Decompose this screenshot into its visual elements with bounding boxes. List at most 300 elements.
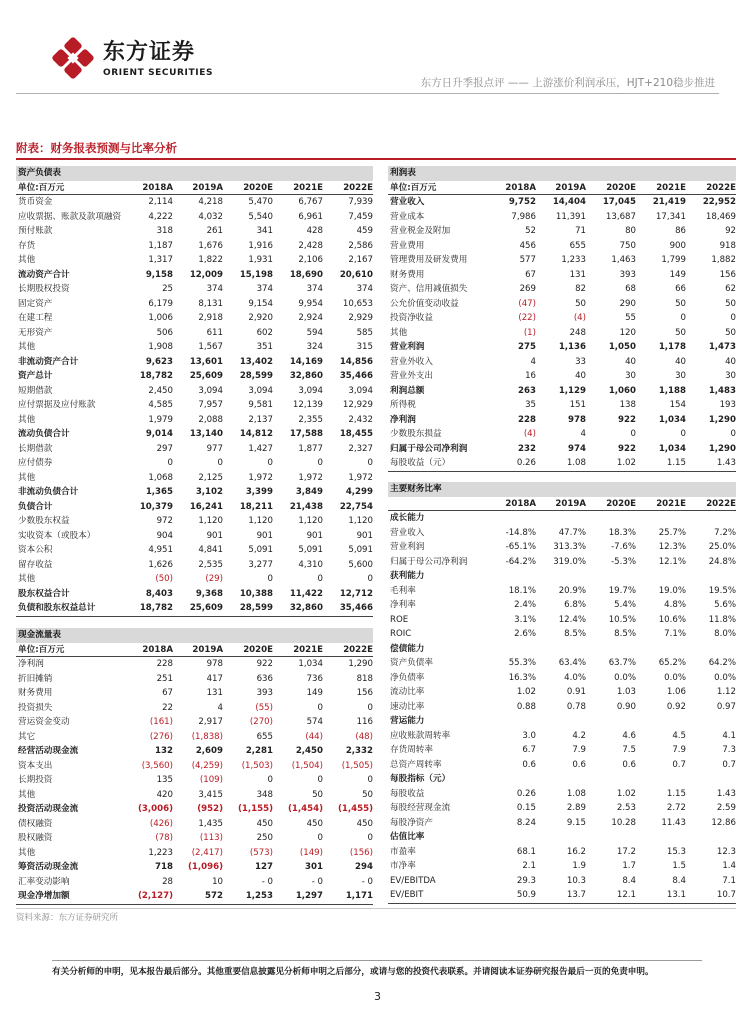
row-value: 50 [725, 298, 736, 309]
table-row [388, 340, 736, 355]
table-row [16, 384, 373, 399]
row-label: ROE [390, 614, 409, 625]
table-row [16, 529, 373, 544]
row-value: 18,469 [705, 211, 736, 222]
row-value: 228 [518, 414, 536, 425]
row-value: 1,006 [148, 313, 173, 323]
row-value: 1.12 [716, 687, 736, 697]
row-value: 0 [630, 429, 636, 439]
row-value: 972 [156, 516, 173, 526]
row-value: 1,034 [658, 414, 686, 425]
row-label: 股权融资 [18, 833, 53, 843]
row-value: 1,463 [611, 255, 636, 265]
row-label: 存货周转率 [390, 745, 433, 755]
row-label: 实收资本（或股本） [18, 530, 96, 541]
row-value: 193 [719, 400, 736, 410]
row-label: 其他 [18, 789, 36, 800]
row-value: 10,379 [139, 501, 173, 512]
row-value: 12,139 [292, 400, 323, 410]
row-value: 1.43 [716, 458, 736, 468]
row-value: 420 [156, 789, 173, 800]
row-value: 0 [267, 458, 273, 468]
table-header-row [388, 181, 736, 196]
table-row [16, 860, 373, 875]
orient-securities-logo-icon [52, 37, 94, 79]
row-value: 602 [256, 327, 273, 338]
row-value [686, 772, 736, 787]
table-row [16, 601, 373, 616]
row-value: 0.6 [622, 759, 636, 770]
row-value: (4,259) [191, 760, 223, 771]
row-value: (1,505) [341, 760, 373, 771]
row-value: 0 [317, 574, 323, 584]
row-value: 1,034 [298, 659, 323, 669]
row-value: 4.8% [664, 600, 686, 610]
row-value: (44) [305, 731, 323, 742]
row-value: 18,782 [139, 371, 173, 381]
row-value: 86 [675, 226, 686, 236]
row-value: 28 [162, 876, 173, 887]
year-header: 2021E [656, 498, 686, 509]
row-value: 506 [156, 327, 173, 338]
row-value: 33 [575, 356, 586, 367]
row-value: 156 [719, 269, 736, 280]
row-value: 1,120 [248, 516, 273, 526]
row-value: 9.15 [566, 817, 586, 828]
row-value: 718 [155, 862, 173, 872]
year-header: 2021E [293, 182, 323, 193]
row-value: 135 [156, 775, 173, 785]
table-row [16, 326, 373, 341]
row-value: (1,504) [291, 760, 323, 771]
row-value: 2.53 [616, 803, 636, 813]
row-value: (2,127) [137, 891, 173, 901]
row-value: 1.7 [622, 861, 636, 871]
row-value: 6,767 [298, 197, 323, 207]
table-bottom-rule [16, 904, 373, 905]
row-value: (1,454) [287, 804, 323, 814]
table-row [16, 831, 373, 846]
row-value: 8,403 [145, 588, 173, 599]
row-value: 1.43 [716, 788, 736, 799]
source-divider [16, 908, 736, 909]
row-value: 585 [356, 327, 373, 338]
row-value: (50) [155, 574, 173, 584]
row-value: 0 [317, 702, 323, 713]
row-value: 30 [675, 371, 686, 381]
row-value: 3,102 [195, 487, 223, 497]
row-value: 21,419 [652, 197, 686, 207]
row-value [536, 830, 586, 845]
year-header: 2019A [555, 498, 586, 509]
row-value: 13.1 [666, 890, 686, 900]
year-header: 2021E [293, 644, 323, 655]
row-value: 8.0% [714, 629, 736, 639]
row-value: 0 [167, 458, 173, 468]
row-value: 1,916 [248, 240, 273, 251]
row-value [686, 569, 736, 584]
row-label: 经营活动现金流 [18, 746, 79, 756]
row-value: 450 [256, 818, 273, 829]
row-label: 非流动资产合计 [18, 356, 79, 367]
table-row [388, 584, 736, 599]
row-value: 2.6% [514, 629, 536, 639]
row-value: 7.9 [572, 745, 586, 755]
year-header: 2018A [505, 498, 536, 509]
table-row [388, 398, 736, 413]
row-value: 13,687 [605, 211, 636, 222]
row-value: 263 [518, 385, 536, 396]
row-value [586, 569, 636, 584]
table-bottom-rule [16, 616, 373, 617]
row-value [486, 569, 536, 584]
row-value: 1,483 [708, 385, 736, 396]
row-value: 1,188 [658, 385, 686, 396]
row-value: 0.90 [616, 701, 636, 712]
row-value: 7,939 [348, 197, 373, 207]
row-value: (1,455) [337, 804, 373, 814]
row-value: 297 [156, 443, 173, 454]
row-value: (4) [573, 313, 586, 323]
row-value: (426) [149, 818, 173, 829]
table-bottom-rule [388, 471, 736, 472]
row-label: 股东权益合计 [18, 588, 70, 599]
row-value: 2.1 [522, 861, 536, 871]
row-label: 资产总计 [18, 371, 53, 381]
row-label: 其他 [18, 574, 36, 584]
row-value: 68.1 [516, 846, 536, 857]
row-value: 6.7 [522, 745, 536, 755]
row-value: 594 [306, 327, 323, 338]
row-value: (161) [149, 717, 173, 727]
table-row [16, 744, 373, 759]
row-value: 315 [356, 342, 373, 352]
row-value: 132 [155, 746, 173, 756]
row-value: 32,860 [289, 371, 323, 381]
row-value: 0.6 [522, 759, 536, 770]
row-value: 17,045 [602, 197, 636, 207]
row-value: 12.1% [658, 556, 686, 567]
table-row [16, 715, 373, 730]
row-value: 2,106 [298, 255, 323, 265]
table-row [16, 413, 373, 428]
row-value: 1,626 [148, 559, 173, 570]
year-header: 2022E [706, 498, 736, 509]
table-row [388, 311, 736, 326]
row-value: 25.0% [708, 542, 736, 552]
row-value: 18.3% [608, 527, 636, 538]
row-value: 2,609 [195, 746, 223, 756]
row-value: 6.8% [564, 600, 586, 610]
table-row [16, 657, 373, 672]
row-value: 14,169 [289, 356, 323, 367]
row-value: 1,129 [558, 385, 586, 396]
table-row [388, 743, 736, 758]
row-label: 筹资活动现金流 [18, 862, 79, 872]
row-value: 275 [518, 342, 536, 352]
row-value: 1.4 [722, 861, 736, 871]
row-value: 341 [256, 226, 273, 236]
row-value: 55.3% [508, 658, 536, 668]
row-value: 2,918 [198, 313, 223, 323]
row-label: 折旧摊销 [18, 673, 53, 684]
row-label: 净利润 [390, 414, 416, 425]
row-value: 25.7% [658, 527, 686, 538]
row-value [536, 642, 586, 657]
row-value: 0 [367, 833, 373, 843]
row-value: 55 [625, 313, 636, 323]
row-value: 32,860 [289, 603, 323, 613]
table-row [16, 239, 373, 254]
row-label: 固定资产 [18, 298, 53, 309]
year-header: 2020E [606, 498, 636, 509]
row-value: 18,455 [339, 429, 373, 439]
row-value: 2.59 [716, 803, 736, 813]
row-value: 2,535 [198, 559, 223, 570]
row-value: 0 [367, 458, 373, 468]
row-value: 4,218 [198, 197, 223, 207]
row-value: 82 [575, 284, 586, 294]
row-value: (55) [255, 702, 273, 713]
table-row [16, 686, 373, 701]
row-value: 611 [206, 327, 223, 338]
table-row [388, 816, 736, 831]
row-label: 净负债率 [390, 672, 425, 683]
row-value: 50 [575, 298, 586, 309]
row-value: 2,114 [148, 197, 173, 207]
row-value: 904 [156, 530, 173, 541]
row-value: 974 [568, 443, 586, 454]
year-header: 2019A [192, 644, 223, 655]
footer-divider [52, 960, 702, 961]
row-value: 120 [619, 327, 636, 338]
row-value: 22 [162, 702, 173, 713]
header-divider [16, 93, 719, 94]
row-value: 324 [306, 342, 323, 352]
row-value [486, 511, 536, 526]
row-value: 5,540 [248, 211, 273, 222]
row-value: 736 [306, 673, 323, 684]
row-label: 营业收入 [390, 197, 425, 207]
table-row [388, 671, 736, 686]
row-value: 428 [306, 226, 323, 236]
row-value: 25 [162, 284, 173, 294]
year-header: 2022E [706, 182, 736, 193]
row-value: - 0 [261, 876, 273, 887]
row-value: 52 [525, 226, 536, 236]
row-value [586, 830, 636, 845]
table-row [388, 642, 736, 657]
row-label: 现金净增加额 [18, 891, 70, 901]
row-value [686, 511, 736, 526]
row-value: 4.5 [672, 730, 686, 741]
row-value: 374 [206, 284, 223, 294]
row-label: 市盈率 [390, 846, 416, 857]
row-value: 2,450 [148, 385, 173, 396]
table-row [388, 859, 736, 874]
row-label: 在建工程 [18, 313, 53, 323]
row-label: 营业利润 [390, 342, 425, 352]
row-value: 3,094 [198, 385, 223, 396]
row-value: 131 [569, 269, 586, 280]
row-value: 0.6 [572, 759, 586, 770]
row-value: 16.3% [508, 672, 536, 683]
row-value: 138 [619, 400, 636, 410]
row-label: 每股收益 [390, 788, 425, 799]
row-value: 9,158 [145, 269, 173, 280]
row-value: 22,754 [339, 501, 373, 512]
year-header: 2018A [142, 644, 173, 655]
row-value: 4 [580, 429, 586, 439]
table-header-row [388, 497, 736, 512]
row-value: 9,581 [248, 400, 273, 410]
row-value: 9,623 [145, 356, 173, 367]
row-value: 5.4% [614, 600, 636, 610]
table-row [16, 558, 373, 573]
row-value: 0.7 [672, 759, 686, 770]
row-value: -14.8% [505, 527, 536, 538]
row-value: 0 [267, 775, 273, 785]
row-value: 1,060 [608, 385, 636, 396]
year-header: 2022E [343, 182, 373, 193]
row-value: 15.3 [666, 846, 686, 857]
row-value: 1,567 [198, 342, 223, 352]
row-value: 0.88 [516, 701, 536, 712]
table-row [388, 874, 736, 889]
table-row [388, 772, 736, 787]
row-value: (276) [149, 731, 173, 742]
row-value: (1,155) [237, 804, 273, 814]
row-label: 所得税 [390, 400, 416, 410]
table-row [388, 224, 736, 239]
row-value: 4,841 [198, 545, 223, 555]
row-value [636, 569, 686, 584]
row-label: 营业费用 [390, 240, 425, 251]
row-label: 应付债券 [18, 458, 53, 468]
row-value: 19.5% [708, 585, 736, 596]
table-row [388, 830, 736, 845]
row-value: 16,241 [189, 501, 223, 512]
row-value: 13,140 [189, 429, 223, 439]
row-value: 1,290 [708, 443, 736, 454]
row-label: 营业外收入 [390, 356, 433, 367]
row-label: 货币资金 [18, 197, 53, 207]
table-row [388, 685, 736, 700]
row-label: 资本公积 [18, 545, 53, 555]
row-value: 0 [367, 775, 373, 785]
row-value: 0.26 [516, 458, 536, 468]
table-row [16, 195, 373, 210]
row-label: EV/EBIT [390, 890, 424, 900]
row-value: -5.3% [611, 556, 636, 567]
row-value: 1.02 [616, 788, 636, 799]
table-header-row [16, 181, 373, 196]
row-value: 1,136 [558, 342, 586, 352]
row-value: 18.1% [508, 585, 536, 596]
row-value: 1,979 [148, 414, 173, 425]
row-value: (4) [523, 429, 536, 439]
table-row [16, 875, 373, 890]
table-row [16, 672, 373, 687]
row-label: 资本支出 [18, 760, 53, 771]
row-value: 154 [669, 400, 686, 410]
row-value: 11,391 [555, 211, 586, 222]
row-value: 24.8% [708, 556, 736, 567]
row-label: 总资产周转率 [390, 759, 442, 770]
row-value: 149 [669, 269, 686, 280]
row-value: 40 [675, 356, 686, 367]
row-value: 127 [255, 862, 273, 872]
row-value: 67 [525, 269, 536, 280]
row-value: 1,290 [708, 414, 736, 425]
row-value: 2,920 [248, 313, 273, 323]
row-value: 3,849 [295, 487, 323, 497]
row-value: 1,068 [148, 472, 173, 483]
table-row [388, 253, 736, 268]
row-value: 1,676 [198, 240, 223, 251]
table-row [16, 759, 373, 774]
row-value: 35,466 [339, 371, 373, 381]
row-value: -65.1% [505, 542, 536, 552]
row-value: 2,450 [295, 746, 323, 756]
row-value: 28,599 [239, 371, 273, 381]
row-value: 2,929 [348, 313, 373, 323]
table-row [16, 587, 373, 602]
row-label: 速动比率 [390, 701, 425, 712]
row-value: 7.3 [722, 745, 736, 755]
row-value: 67 [162, 688, 173, 698]
row-value: 0 [730, 313, 736, 323]
row-label: 留存收益 [18, 559, 53, 570]
row-label: 营运资金变动 [18, 717, 70, 727]
row-value: 0.15 [516, 803, 536, 813]
row-value [486, 830, 536, 845]
row-value [486, 714, 536, 729]
row-value: 50 [362, 789, 373, 800]
row-label: 少数股东权益 [18, 516, 70, 526]
row-value: (270) [249, 717, 273, 727]
row-value: 9,014 [145, 429, 173, 439]
row-value: 572 [205, 891, 223, 901]
row-value: 456 [519, 240, 536, 251]
table-title: 利润表 [388, 166, 736, 181]
row-value: 66 [675, 284, 686, 294]
row-label: 利润总额 [390, 385, 425, 396]
row-label: 公允价值变动收益 [390, 298, 459, 309]
row-value: 1.06 [666, 687, 686, 697]
row-value: 7.5 [622, 745, 636, 755]
row-value: 13,601 [189, 356, 223, 367]
row-value: 4.1 [722, 730, 736, 741]
table-row [16, 355, 373, 370]
row-value: 1.15 [666, 458, 686, 468]
row-value: 1,972 [248, 472, 273, 483]
row-value: 13,402 [239, 356, 273, 367]
row-value: 2,355 [298, 414, 323, 425]
row-value: 50 [725, 327, 736, 338]
row-label: 其他 [18, 847, 36, 858]
table-row [388, 456, 736, 471]
row-value: 0 [267, 574, 273, 584]
row-value: 4,951 [148, 545, 173, 555]
row-value: 374 [256, 284, 273, 294]
row-value: 5.6% [714, 600, 736, 610]
row-value: 71 [575, 226, 586, 236]
table-row [388, 442, 736, 457]
table-row [388, 210, 736, 225]
row-value: 261 [206, 226, 223, 236]
table-row [16, 701, 373, 716]
